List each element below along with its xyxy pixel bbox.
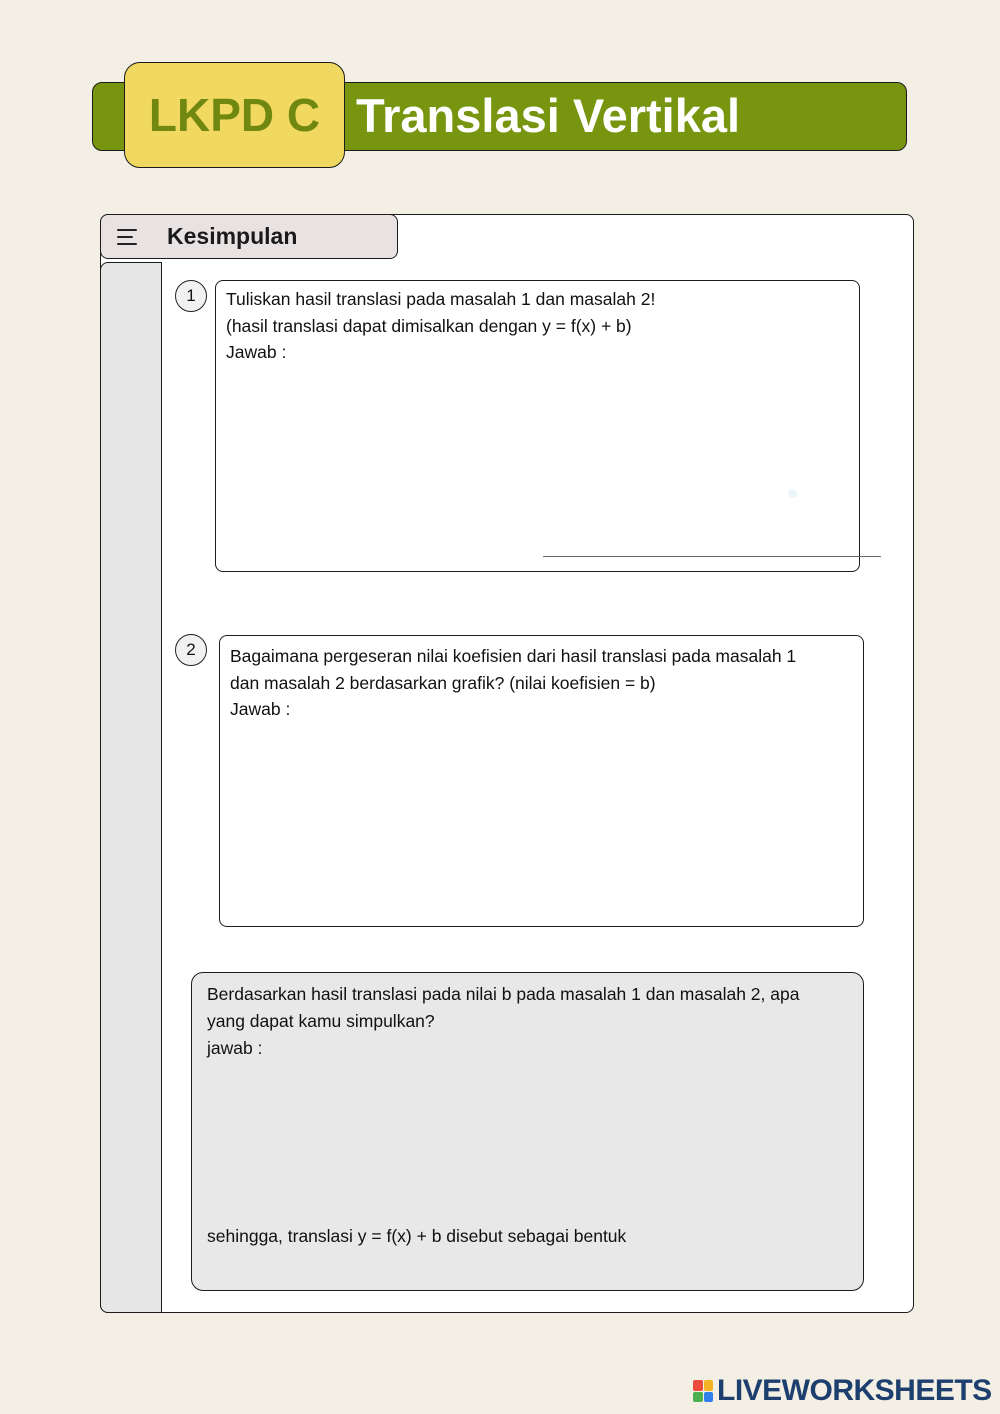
logo-square: [704, 1380, 714, 1391]
answer-line: [543, 556, 881, 557]
conclusion-closing-text: sehingga, translasi y = f(x) + b disebut sebagai bentuk: [207, 1226, 627, 1246]
question-2-answer-label: Jawab :: [230, 699, 291, 719]
question-1-line-2: (hasil translasi dapat dimisalkan dengan y = f(x) + b): [226, 315, 632, 336]
question-box-2[interactable]: [219, 635, 864, 927]
side-strip: [100, 262, 162, 1313]
question-1-answer-label: Jawab :: [226, 342, 287, 362]
question-2-line-1: Bagaimana pergeseran nilai koefisien dari hasil translasi pada masalah 1: [230, 646, 797, 666]
question-box-1[interactable]: [215, 280, 860, 572]
page-title: Translasi Vertikal: [356, 89, 741, 142]
question-2-line-2: dan masalah 2 berdasarkan grafik? (nilai koefisien = b): [230, 672, 656, 693]
logo-text: LIVEWORKSHEETS: [717, 1374, 992, 1407]
logo-square: [693, 1380, 703, 1391]
menu-icon: [117, 228, 137, 246]
liveworksheets-logo[interactable]: [693, 1376, 992, 1406]
decorative-dot: [788, 489, 797, 498]
question-1-line-1: Tuliskan hasil translasi pada masalah 1 dan masalah 2!: [226, 289, 656, 309]
section-title: Kesimpulan: [167, 223, 298, 249]
conclusion-answer-label: jawab :: [207, 1038, 263, 1058]
question-number-1: 1: [175, 280, 207, 312]
conclusion-line-2: yang dapat kamu simpulkan?: [207, 1011, 435, 1031]
logo-square: [704, 1392, 714, 1403]
question-number-2: 2: [175, 634, 207, 666]
worksheet-tag: LKPD C: [124, 62, 345, 168]
conclusion-box[interactable]: [191, 972, 864, 1291]
logo-grid-icon: [693, 1380, 713, 1402]
logo-square: [693, 1392, 703, 1403]
conclusion-line-1: Berdasarkan hasil translasi pada nilai b pada masalah 1 dan masalah 2, apa: [207, 984, 800, 1004]
